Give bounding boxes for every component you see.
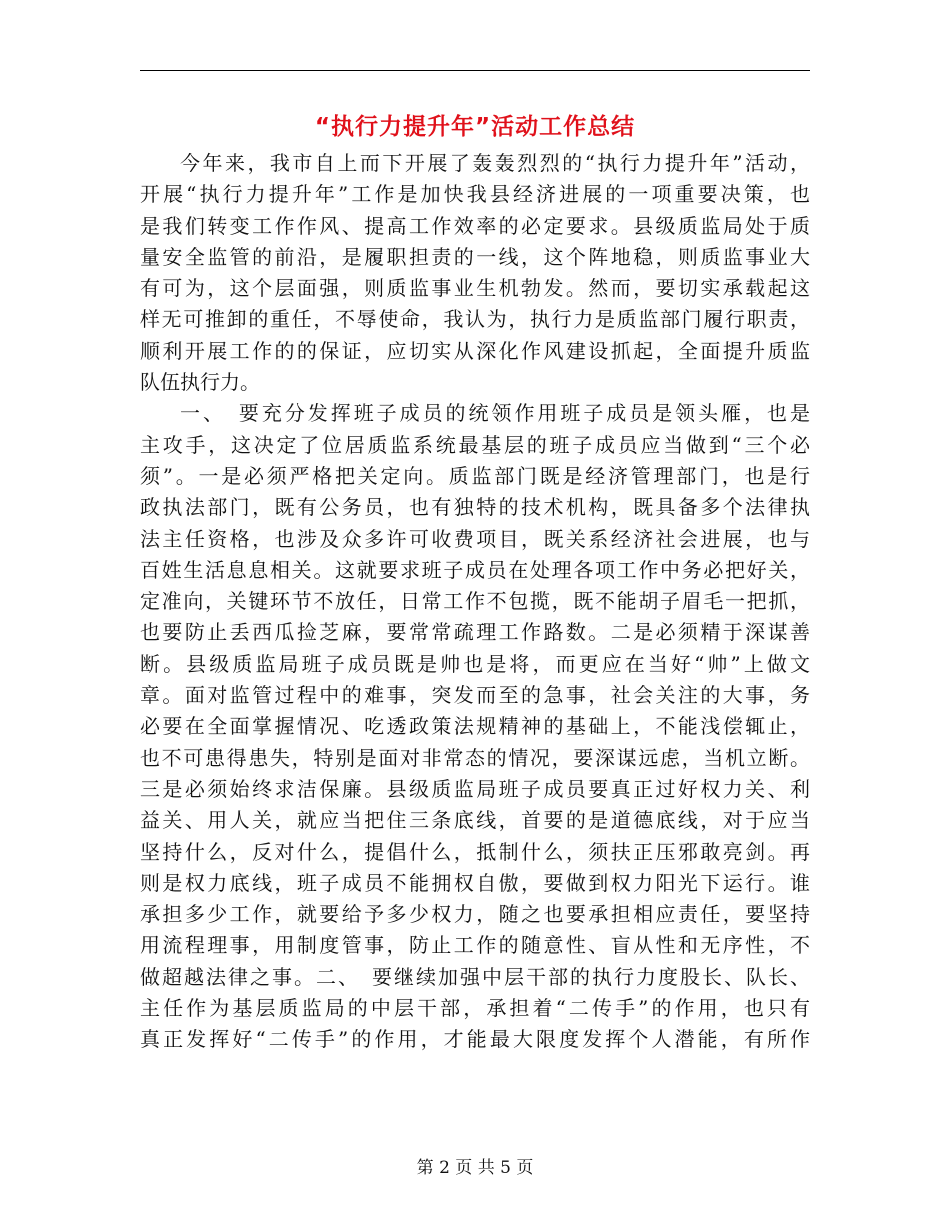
- body-line: 章。面对监管过程中的难事，突发而至的急事，社会关注的大事，务: [140, 683, 810, 708]
- body-line: 开展“执行力提升年”工作是加快我县经济进展的一项重要决策，也: [140, 182, 810, 207]
- body-line: 必要在全面掌握情况、吃透政策法规精神的基础上，不能浅偿辄止，: [140, 714, 810, 739]
- body-line: 则是权力底线，班子成员不能拥权自傲，要做到权力阳光下运行。谁: [140, 870, 810, 895]
- body-line: 样无可推卸的重任，不辱使命，我认为，执行力是质监部门履行职责，: [140, 307, 810, 332]
- body-line: 益关、用人关，就应当把住三条底线，首要的是道德底线，对于应当: [140, 808, 810, 833]
- body-line: 坚持什么，反对什么，提倡什么，抵制什么，须扶正压邪敢亮剑。再: [140, 839, 810, 864]
- body-line: 断。县级质监局班子成员既是帅也是将，而更应在当好“帅”上做文: [140, 651, 810, 676]
- body-line: 一、 要充分发挥班子成员的统领作用班子成员是领头雁，也是: [180, 401, 810, 426]
- document-title: “执行力提升年”活动工作总结: [314, 114, 636, 140]
- body-line: 主攻手，这决定了位居质监系统最基层的班子成员应当做到“三个必: [140, 432, 810, 457]
- body-line: 今年来，我市自上而下开展了轰轰烈烈的“执行力提升年”活动，: [180, 151, 810, 175]
- page-footer: 第 2 页 共 5 页: [416, 1158, 534, 1178]
- body-line: 有可为，这个层面强，则质监事业生机勃发。然而，要切实承载起这: [140, 276, 810, 301]
- document-body: [140, 148, 810, 1056]
- body-line: 是我们转变工作作风、提高工作效率的必定要求。县级质监局处于质: [140, 213, 810, 238]
- body-line: 队伍执行力。: [140, 370, 260, 395]
- body-line: 须”。一是必须严格把关定向。质监部门既是经济管理部门，也是行: [140, 463, 810, 488]
- body-line: 定准向，关键环节不放任，日常工作不包揽，既不能胡子眉毛一把抓，: [140, 589, 810, 614]
- body-line: 真正发挥好“二传手”的作用，才能最大限度发挥个人潜能，有所作: [140, 1027, 810, 1052]
- header-rule: [140, 70, 810, 71]
- body-line: 百姓生活息息相关。这就要求班子成员在处理各项工作中务必把好关，: [140, 557, 810, 582]
- body-line: 三是必须始终求洁保廉。县级质监局班子成员要真正过好权力关、利: [140, 776, 810, 801]
- body-line: 也要防止丢西瓜捡芝麻，要常常疏理工作路数。二是必须精于深谋善: [140, 620, 810, 645]
- body-line: 主任作为基层质监局的中层干部，承担着“二传手”的作用，也只有: [140, 996, 810, 1021]
- body-line: 法主任资格，也涉及众多许可收费项目，既关系经济社会进展，也与: [140, 526, 810, 551]
- body-line: 也不可患得患失，特别是面对非常态的情况，要深谋远虑，当机立断。: [140, 745, 810, 770]
- body-line: 顺利开展工作的的保证，应切实从深化作风建设抓起，全面提升质监: [140, 338, 810, 363]
- body-line: 承担多少工作，就要给予多少权力，随之也要承担相应责任，要坚持: [140, 902, 810, 927]
- body-line: 量安全监管的前沿，是履职担责的一线，这个阵地稳，则质监事业大: [140, 244, 810, 269]
- body-line: 做超越法律之事。二、 要继续加强中层干部的执行力度股长、队长、: [140, 964, 810, 989]
- body-line: 政执法部门，既有公务员，也有独特的技术机构，既具备多个法律执: [140, 495, 810, 520]
- body-line: 用流程理事，用制度管事，防止工作的随意性、盲从性和无序性，不: [140, 933, 810, 958]
